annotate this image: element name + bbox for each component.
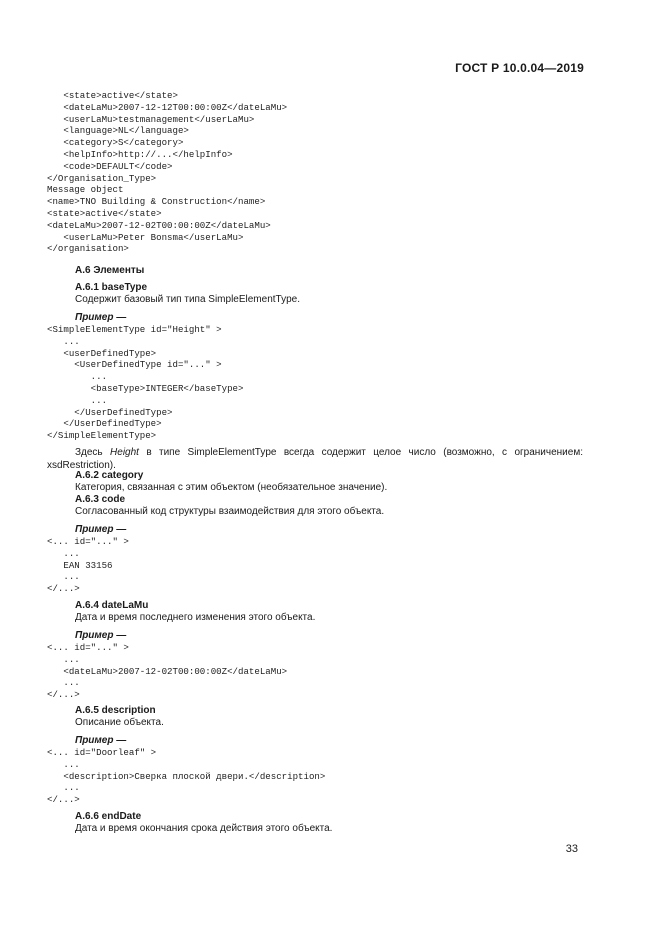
section-heading-a6: А.6 Элементы [75,265,145,276]
code-block-description: <... id="Doorleaf" > ... <description>Сверка плоской двери.</description> ... </...> [47,747,326,806]
example-label: Пример — [75,312,127,323]
code-block-datelamu: <... id="..." > ... <dateLaMu>2007-12-02T00:00:00Z</dateLaMu> ... </...> [47,642,288,701]
paragraph-height-text: Здесь Height в типе SimpleElementType всегда содержит целое число (возможно, с ограничением: xsdRestriction). [47,447,583,471]
example-label: Пример — [75,630,127,641]
example-label: Пример — [75,524,127,535]
subsection-heading-a62: А.6.2 category [75,470,144,481]
subsection-text-a66: Дата и время окончания срока действия этого объекта. [75,823,333,834]
page-number: 33 [565,843,578,855]
subsection-heading-a66: А.6.6 endDate [75,811,142,822]
code-block-simpleelementtype: <SimpleElementType id="Height" > ... <userDefinedType> <UserDefinedType id="..." > ... <baseType>INTEGER</baseType> ... </UserDefinedType> </UserDefinedType> </SimpleElementType> [47,324,244,442]
code-block-code: <... id="..." > ... EAN 33156 ... </...> [47,536,129,595]
subsection-text-a64: Дата и время последнего изменения этого объекта. [75,612,316,623]
subsection-text-a61: Содержит базовый тип типа SimpleElementType. [75,294,300,305]
subsection-heading-a65: А.6.5 description [75,705,156,716]
example-label: Пример — [75,735,127,746]
subsection-text-a65: Описание объекта. [75,717,164,728]
code-block-organisation: <state>active</state> <dateLaMu>2007-12-12T00:00:00Z</dateLaMu> <userLaMu>testmanagement</userLaMu> <language>NL</language> <category>S</category> <helpInfo>http://...</helpInfo> <code>DEFAULT</code> </Organisation_Type> Message object <name>TNO Building & Construction</name> <state>active</state> <dateLaMu>2007-12-02T00:00:00Z</dateLaMu> <userLaMu>Peter Bonsma</userLaMu> </organisation> [47,90,288,255]
subsection-heading-a63: А.6.3 code [75,494,126,505]
subsection-text-a62: Категория, связанная с этим объектом (необязательное значение). [75,482,388,493]
paragraph-height [47,446,583,472]
subsection-heading-a64: А.6.4 dateLaMu [75,600,149,611]
document-header: ГОСТ Р 10.0.04—2019 [455,61,584,75]
subsection-text-a63: Согласованный код структуры взаимодействия для этого объекта. [75,506,385,517]
subsection-heading-a61: А.6.1 baseType [75,282,148,293]
